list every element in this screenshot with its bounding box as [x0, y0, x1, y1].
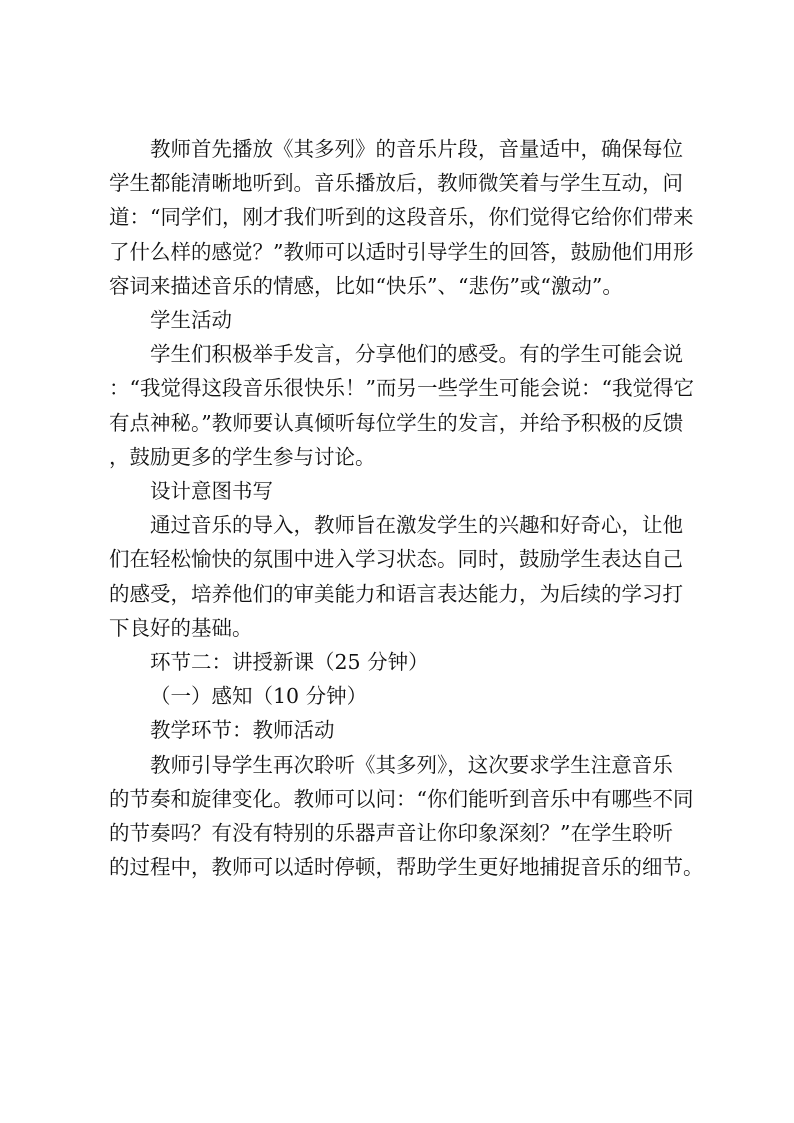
text-line: 教学环节：教师活动 — [150, 718, 335, 743]
text-line: 有点神秘。”教师要认真倾听每位学生的发言，并给予积极的反馈 — [109, 410, 684, 435]
text-line: 教师首先播放《其多列》的音乐片段，音量适中，确保每位 — [150, 137, 683, 161]
paragraph-design-intent — [109, 508, 713, 645]
heading-student-activity — [109, 303, 713, 337]
paragraph-intro-music — [109, 132, 713, 303]
heading-perception — [109, 679, 713, 713]
text-line: 通过音乐的导入，教师旨在激发学生的兴趣和好奇心，让他 — [150, 513, 683, 538]
text-line: 的节奏和旋律变化。教师可以问：“你们能听到音乐中有哪些不同 — [109, 786, 694, 811]
text-line: 设计意图书写 — [150, 479, 273, 504]
paragraph-student-activity — [109, 337, 713, 474]
text-line: ，鼓励更多的学生参与讨论。 — [109, 444, 376, 469]
heading-teaching-step — [109, 713, 713, 747]
text-line: 了什么样的感觉？”教师可以适时引导学生的回答，鼓励他们用形 — [109, 239, 694, 264]
text-line: 道：“同学们，刚才我们听到的这段音乐，你们觉得它给你们带来 — [109, 205, 694, 230]
text-line: 的节奏吗？有没有特别的乐器声音让你印象深刻？”在学生聆听 — [109, 821, 673, 846]
text-line: 容词来描述音乐的情感，比如“快乐”、“悲伤”或“激动”。 — [109, 273, 623, 298]
text-line: 们在轻松愉快的氛围中进入学习状态。同时，鼓励学生表达自己 — [109, 547, 683, 572]
text-line: 学生都能清晰地听到。音乐播放后，教师微笑着与学生互动，问 — [109, 171, 683, 196]
text-line: ：“我觉得这段音乐很快乐！”而另一些学生可能会说：“我觉得它 — [109, 376, 694, 401]
text-line: 的过程中，教师可以适时停顿，帮助学生更好地捕捉音乐的细节。 — [109, 855, 704, 880]
text-line: 下良好的基础。 — [109, 615, 253, 640]
text-line: 环节二：讲授新课（25 分钟） — [150, 650, 429, 675]
document-page — [109, 132, 713, 884]
text-line: （一）感知（10 分钟） — [150, 684, 368, 709]
text-line: 的感受，培养他们的审美能力和语言表达能力，为后续的学习打 — [109, 581, 683, 606]
text-line: 教师引导学生再次聆听《其多列》，这次要求学生注意音乐 — [150, 752, 673, 777]
heading-section-two — [109, 645, 713, 679]
heading-design-intent — [109, 474, 713, 508]
paragraph-teacher-activity — [109, 748, 713, 885]
text-line: 学生活动 — [150, 308, 232, 333]
text-line: 学生们积极举手发言，分享他们的感受。有的学生可能会说 — [150, 342, 683, 367]
